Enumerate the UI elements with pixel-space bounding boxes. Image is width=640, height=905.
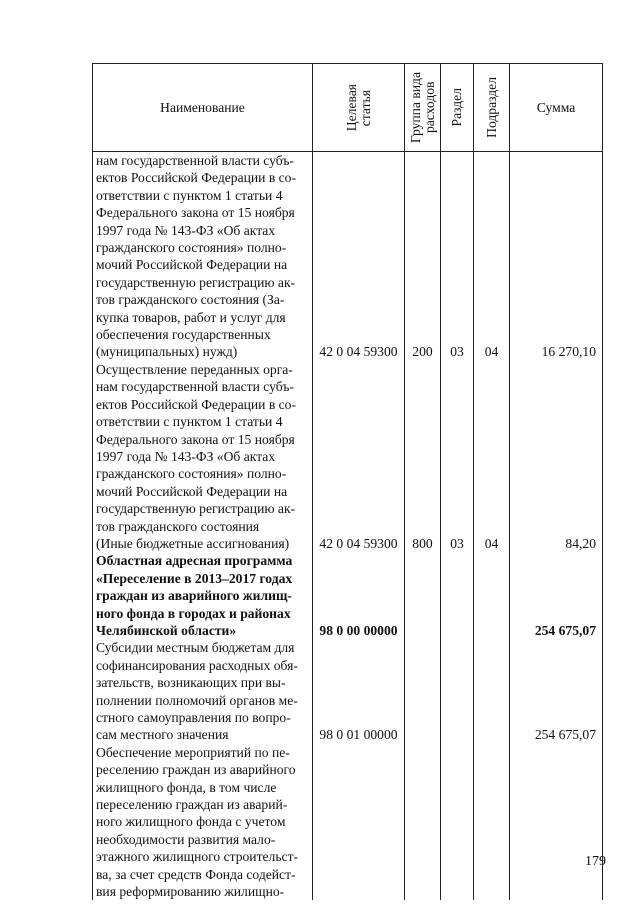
row-section: [441, 744, 474, 901]
row-target-article: 98 0 01 00000: [313, 639, 405, 743]
row-subsection: 04: [474, 361, 510, 552]
row-section: [441, 552, 474, 639]
row-section: [441, 639, 474, 743]
row-expense-group: [405, 639, 441, 743]
table-row: [93, 552, 603, 639]
header-expense-group: [405, 64, 441, 152]
row-name-cell: [93, 361, 313, 552]
row-expense-group: [405, 552, 441, 639]
page-number: 179: [585, 854, 606, 869]
row-expense-group: 800: [405, 361, 441, 552]
row-target-article: 42 0 04 59300: [313, 361, 405, 552]
header-subsection-label: Подраздел: [483, 77, 499, 138]
header-target-article: [313, 64, 405, 152]
table-header-row: [93, 64, 603, 152]
row-section: 03: [441, 152, 474, 361]
row-subsection: 04: [474, 152, 510, 361]
row-sum: [510, 744, 603, 901]
row-subsection: [474, 552, 510, 639]
row-name: нам государственной власти субъ- ектов Российской Федерации в со- ответствии с пунктом 1 статьи 4 Федерального закона от 15 ноября 1997 года № 143-ФЗ «Об актах гражданского состояния» полно- мочий Российской Федерации на государственную регистрацию ак- тов гражданского состояния (За- купка товаров, работ и услуг для обеспечения государственных (муниципальных) нужд): [96, 153, 296, 360]
table-row: [93, 744, 603, 901]
row-name: Субсидии местным бюджетам для софинансирования расходных обя- зательств, возникающих при вы- полнении полномочий органов ме- стного самоуправления по вопро- сам местного значения: [96, 640, 298, 743]
row-target-article: 98 0 00 00000: [313, 552, 405, 639]
row-name-cell: [93, 552, 313, 639]
row-sum: 254 675,07: [510, 552, 603, 639]
header-name: [93, 64, 313, 152]
header-sum-label: Сумма: [536, 99, 576, 115]
row-subsection: [474, 744, 510, 901]
header-name-label: Наименование: [160, 99, 245, 115]
row-name-cell: [93, 744, 313, 901]
table-row: [93, 639, 603, 743]
row-sum: 16 270,10: [510, 152, 603, 361]
row-sum: 254 675,07: [510, 639, 603, 743]
row-target-article: 42 0 04 59300: [313, 152, 405, 361]
header-expense-group-label: Группа вида расходов: [407, 71, 437, 144]
header-sum: [510, 64, 603, 152]
row-sum: 84,20: [510, 361, 603, 552]
row-name: Обеспечение мероприятий по пе- реселению граждан из аварийного жилищного фонда, в том числе переселению граждан из аварий- ного жилищного фонда с учетом необходимости развития мало- этажного жилищного строительст- ва, за счет средств Фонда содейст- вия реформированию жилищно-: [96, 744, 299, 900]
row-section: 03: [441, 361, 474, 552]
header-subsection: [474, 64, 510, 152]
header-target-article-label: Целевая статья: [343, 83, 373, 132]
header-section-label: Раздел: [449, 88, 464, 127]
row-target-article: [313, 744, 405, 901]
row-name: Осуществление переданных орга- нам государственной власти субъ- ектов Российской Федерации в со- ответствии с пунктом 1 статьи 4 Федерального закона от 15 ноября 1997 года № 143-ФЗ «Об актах гражданского состояния» полно- мочий Российской Федерации на государственную регистрацию ак- тов гражданского состояния (Иные бюджетные ассигнования): [96, 361, 296, 551]
row-name-cell: [93, 639, 313, 743]
table-row: [93, 361, 603, 552]
table-row: [93, 152, 603, 361]
row-expense-group: [405, 744, 441, 901]
budget-table: [92, 63, 603, 900]
row-expense-group: 200: [405, 152, 441, 361]
row-name: Областная адресная программа «Переселение в 2013–2017 годах граждан из аварийного жилищ- ного фонда в городах и районах Челябинской области»: [96, 553, 293, 638]
row-name-cell: [93, 152, 313, 361]
header-section: [441, 64, 474, 152]
row-subsection: [474, 639, 510, 743]
